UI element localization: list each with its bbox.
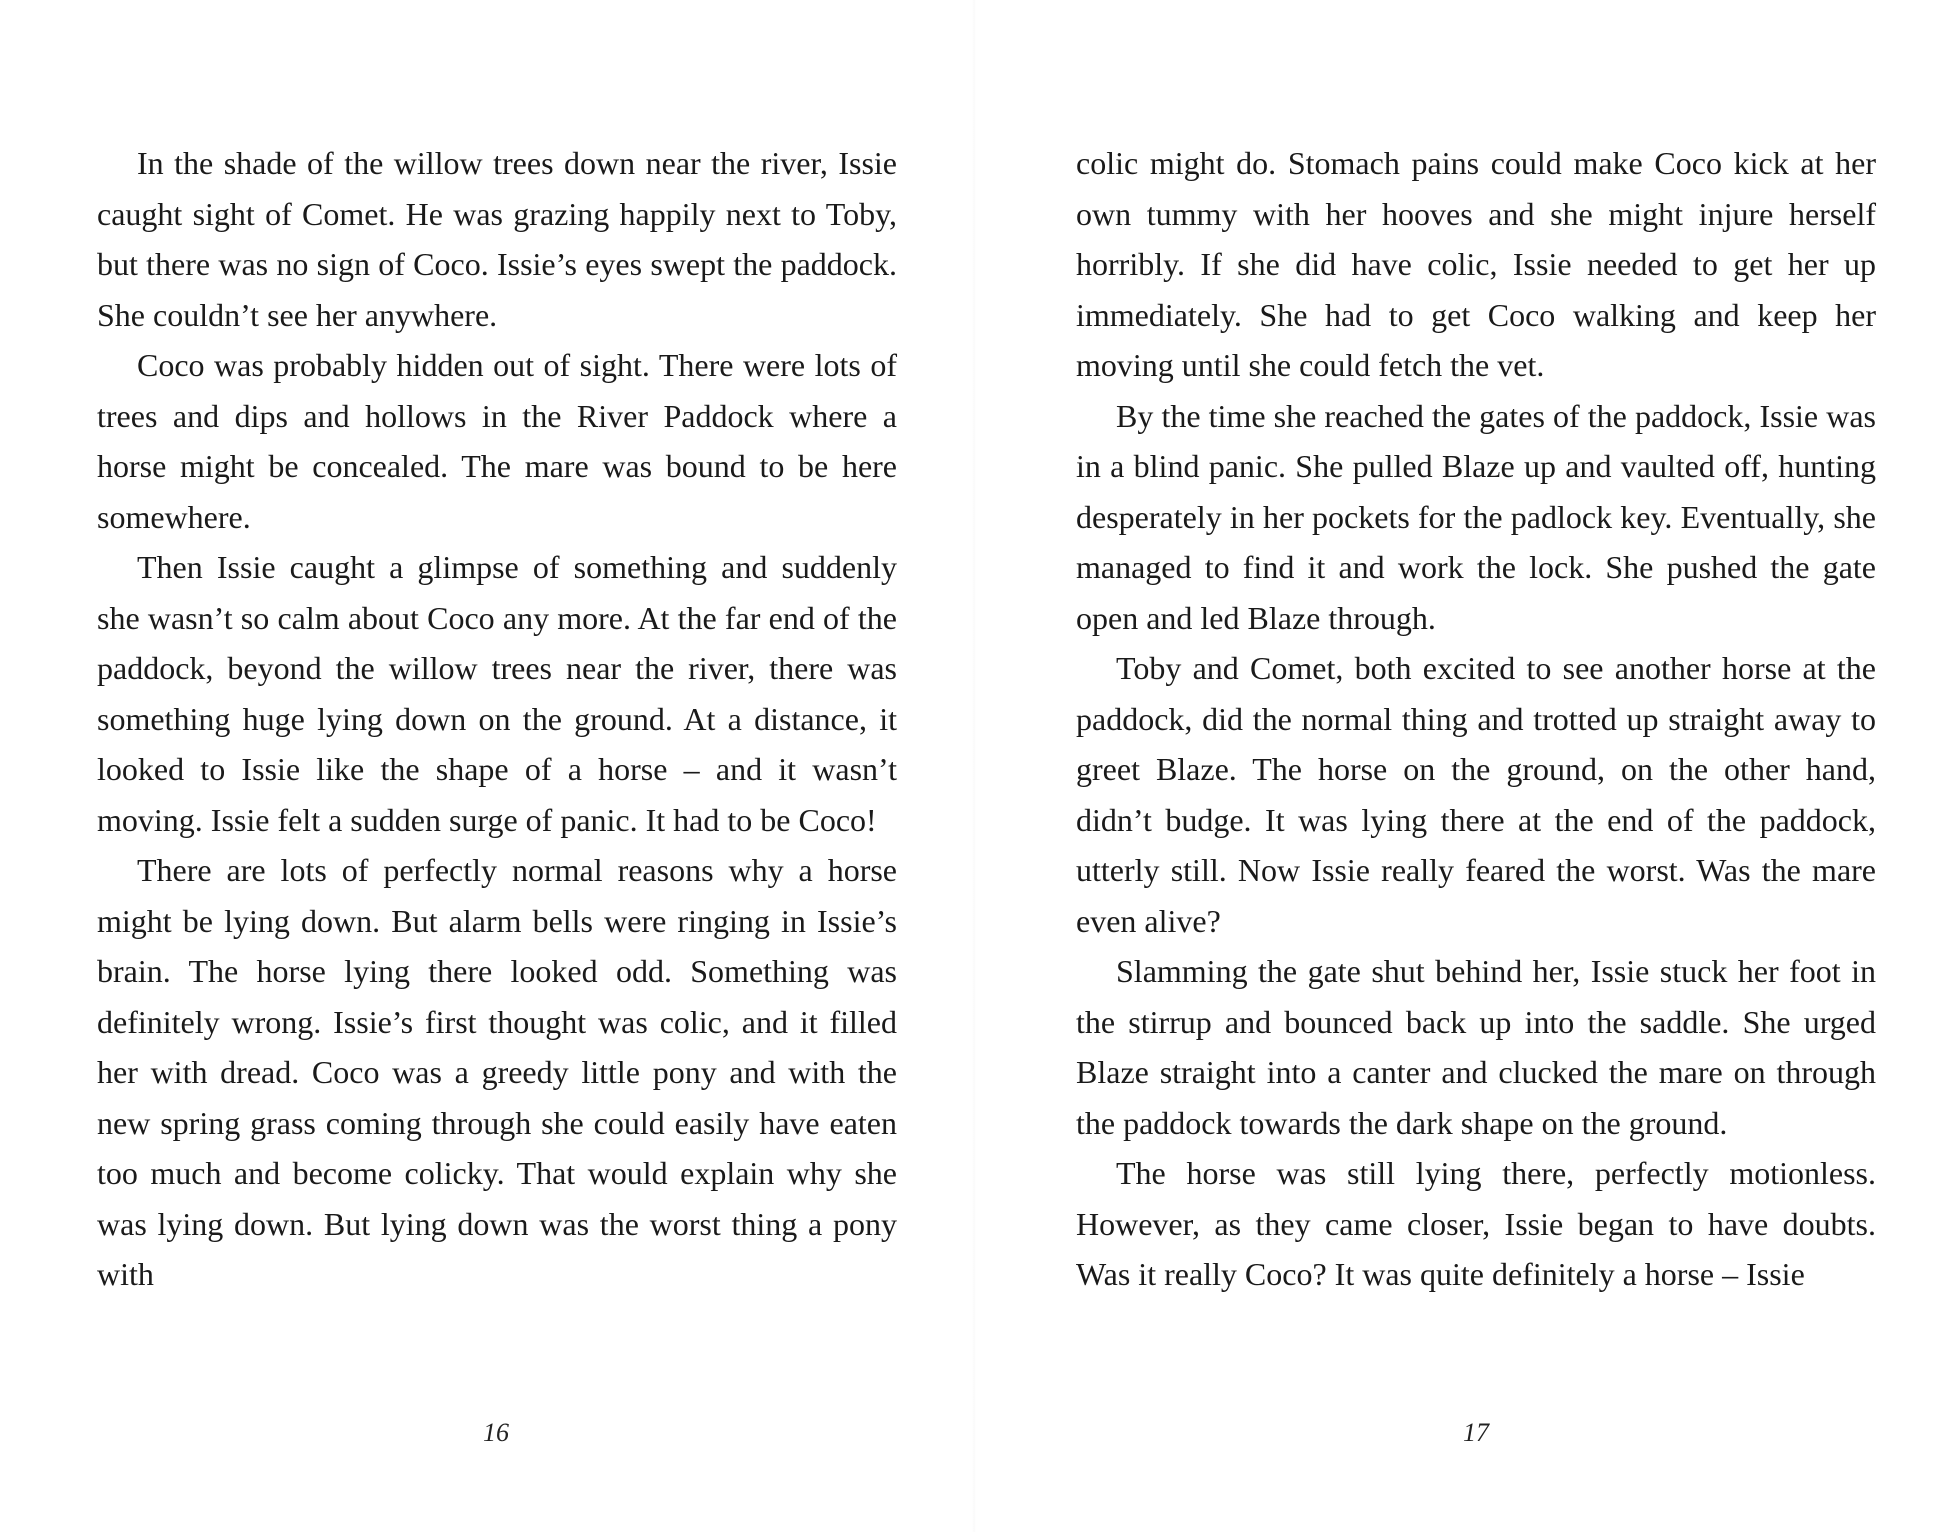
right-page-number: 17 xyxy=(1463,1418,1489,1447)
right-page-text xyxy=(1076,138,1876,1300)
left-paragraph-1: In the shade of the willow trees down near the river, Issie caught sight of Comet. He was grazing happily next to Toby, but there was no sign of Coco. Issie’s eyes swept the paddock. She couldn’t see her anywhere. xyxy=(97,145,897,333)
right-paragraph-3: Toby and Comet, both excited to see another horse at the paddock, did the normal thing and trotted up straight away to greet Blaze. The horse on the ground, on the other hand, didn’t budge. It was lying there at the end of the paddock, utterly still. Now Issie really feared the worst. Was the mare even alive? xyxy=(1076,650,1876,939)
left-page-text xyxy=(97,138,897,1300)
left-paragraph-2: Coco was probably hidden out of sight. There were lots of trees and dips and hollows in the River Paddock where a horse might be concealed. The mare was bound to be here somewhere. xyxy=(97,347,897,535)
right-paragraph-2: By the time she reached the gates of the paddock, Issie was in a blind panic. She pulled Blaze up and vaulted off, hunting desperately in her pockets for the padlock key. Eventually, she managed to find it and work the lock. She pushed the gate open and led Blaze through. xyxy=(1076,397,1876,636)
right-page xyxy=(974,0,1948,1532)
left-paragraph-4: There are lots of perfectly normal reasons why a horse might be lying down. But alarm bells were ringing in Issie’s brain. The horse lying there looked odd. Something was definitely wrong. Issie’s first thought was colic, and it filled her with dread. Coco was a greedy little pony and with the new spring grass coming through she could easily have eaten too much and become colicky. That would explain why she was lying down. But lying down was the worst thing a pony with xyxy=(97,852,897,1292)
left-page-number: 16 xyxy=(483,1418,509,1447)
right-paragraph-1: colic might do. Stomach pains could make Coco kick at her own tummy with her hooves and she might injure herself horribly. If she did have colic, Issie needed to get her up immediately. She had to get Coco walking and keep her moving until she could fetch the vet. xyxy=(1076,145,1876,383)
left-paragraph-3: Then Issie caught a glimpse of something and suddenly she wasn’t so calm about Coco any more. At the far end of the paddock, beyond the willow trees near the river, there was something huge lying down on the ground. At a distance, it looked to Issie like the shape of a horse – and it wasn’t moving. Issie felt a sudden surge of panic. It had to be Coco! xyxy=(97,549,897,838)
right-paragraph-5: The horse was still lying there, perfectly motionless. However, as they came closer, Issie began to have doubts. Was it really Coco? It was quite definitely a horse – Issie xyxy=(1076,1155,1876,1292)
right-paragraph-4: Slamming the gate shut behind her, Issie stuck her foot in the stirrup and bounced back up into the saddle. She urged Blaze straight into a canter and clucked the mare on through the paddock towards the dark shape on the ground. xyxy=(1076,953,1876,1141)
